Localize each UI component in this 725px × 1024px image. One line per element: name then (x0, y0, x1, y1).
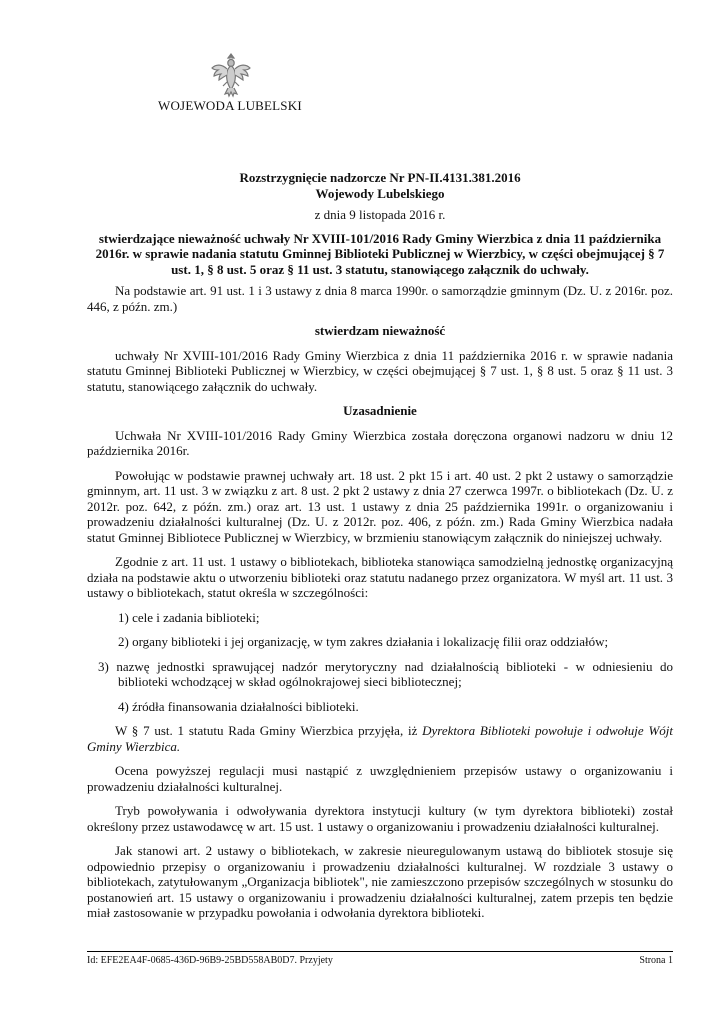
list-item: 3) nazwę jednostki sprawującej nadzór merytoryczny nad działalnością biblioteki - w odniesieniu do biblioteki wchodzącej w skład ogólnokrajowej sieci bibliotecznej; (98, 658, 673, 689)
issuing-authority: WOJEWODA LUBELSKI (158, 98, 302, 113)
paragraph-text: W § 7 ust. 1 statutu Rada Gminy Wierzbica przyjęła, iż (115, 723, 423, 738)
page-number: Strona 1 (639, 955, 673, 966)
paragraph: Jak stanowi art. 2 ustawy o bibliotekach, w zakresie nieuregulowanym ustawą do bibliotek stosuje się odpowiednio przepisy o organizowaniu i prowadzeniu działalności kulturalnej. W rozdziale 3 ustawy o bibliotekach, zatytułowanym „Organizacja bibliotek", nie zamieszczono przepisów szczególnych w stosunku do postanowień art. 15 ustawy o organizowaniu i prowadzeniu działalności kulturalnej, zatem przepis ten będzie miał zastosowanie w przypadku powołania i odwołania dyrektora biblioteki. (87, 843, 673, 920)
legal-basis: Na podstawie art. 91 ust. 1 i 3 ustawy z dnia 8 marca 1990r. o samorządzie gminnym (Dz. U. z 2016r. poz. 446, z późn. zm.) (87, 283, 673, 314)
document-issuer: Wojewody Lubelskiego (315, 185, 445, 201)
quoted-provision: Dyrektora Biblioteki powołuje i odwołuje Wójt Gminy Wierzbica. (87, 723, 674, 754)
polish-eagle-emblem (208, 52, 254, 98)
list-item: 1) cele i zadania biblioteki; (118, 609, 260, 625)
paragraph: Powołując w podstawie prawnej uchwały art. 18 ust. 2 pkt 15 i art. 40 ust. 2 pkt 2 ustawy o samorządzie gminnym, art. 11 ust. 3 w związku z art. 8 ust. 2 pkt 2 ustawy z dnia 27 czerwca 1997r. o bibliotekach (Dz. U. z 2012r. poz. 642, z późn. zm.) oraz art. 13 ust. 1 ustawy z dnia 25 października 1991r. o organizowaniu i prowadzeniu działalności kulturalnej (Dz. U. z 2012r. poz. 406, z późn. zm.) Rada Gminy Wierzbica nadała statut Gminnej Bibliotece Publicznej w Wierzbicy, w brzmieniu stanowiącym załącznik do niniejszej uchwały. (87, 467, 673, 545)
justification-heading: Uzasadnienie (343, 403, 417, 418)
paragraph: Tryb powoływania i odwoływania dyrektora instytucji kultury (w tym dyrektora biblioteki) został określony przez ustawodawcę w art. 15 ust. 1 ustawy o organizowaniu i prowadzeniu działalności kulturalnej. (87, 803, 673, 834)
decision-heading: stwierdzam nieważność (314, 323, 446, 338)
list-item: 4) źródła finansowania działalności biblioteki. (118, 698, 359, 714)
paragraph: Uchwała Nr XVIII-101/2016 Rady Gminy Wierzbica została doręczona organowi nadzoru w dniu 12 października 2016r. (87, 427, 673, 458)
decision-text: uchwały Nr XVIII-101/2016 Rady Gminy Wierzbica z dnia 11 października 2016 r. w sprawie nadania statutu Gminnej Biblioteki Publicznej w Wierzbicy, w części obejmującej § 7 ust. 1, § 8 ust. 5 oraz § 11 ust. 3 statutu, stanowiącego załącznik do uchwały. (87, 347, 673, 394)
document-subject: stwierdzające nieważność uchwały Nr XVIII-101/2016 Rady Gminy Wierzbica z dnia 11 października 2016r. w sprawie nadania statutu Gminnej Biblioteki Publicznej w Wierzbicy, w części obejmującej § 7 ust. 1, § 8 ust. 5 oraz § 11 ust. 3 statutu, stanowiącego załącznik do uchwały. (95, 230, 665, 277)
document-date: z dnia 9 listopada 2016 r. (314, 207, 446, 222)
paragraph (87, 723, 673, 754)
document-body (87, 170, 673, 930)
paragraph: Ocena powyższej regulacji musi nastąpić z uwzględnieniem przepisów ustawy o organizowaniu i prowadzeniu działalności kulturalnej. (87, 763, 673, 794)
paragraph: Zgodnie z art. 11 ust. 1 ustawy o bibliotekach, biblioteka stanowiąca samodzielną jednostkę organizacyjną działa na podstawie aktu o utworzeniu biblioteki oraz statutu nadanego przez organizatora. W myśl art. 11 ust. 3 ustawy o bibliotekach, statut określa w szczególności: (87, 554, 673, 600)
document-title: Rozstrzygnięcie nadzorcze Nr PN-II.4131.381.2016 (239, 170, 521, 185)
document-id: Id: EFE2EA4F-0685-436D-96B9-25BD558AB0D7. Przyjety (87, 955, 333, 966)
list-item: 2) organy biblioteki i jej organizację, w tym zakres działania i lokalizację filii oraz oddziałów; (118, 634, 609, 649)
footer-divider (87, 951, 673, 952)
